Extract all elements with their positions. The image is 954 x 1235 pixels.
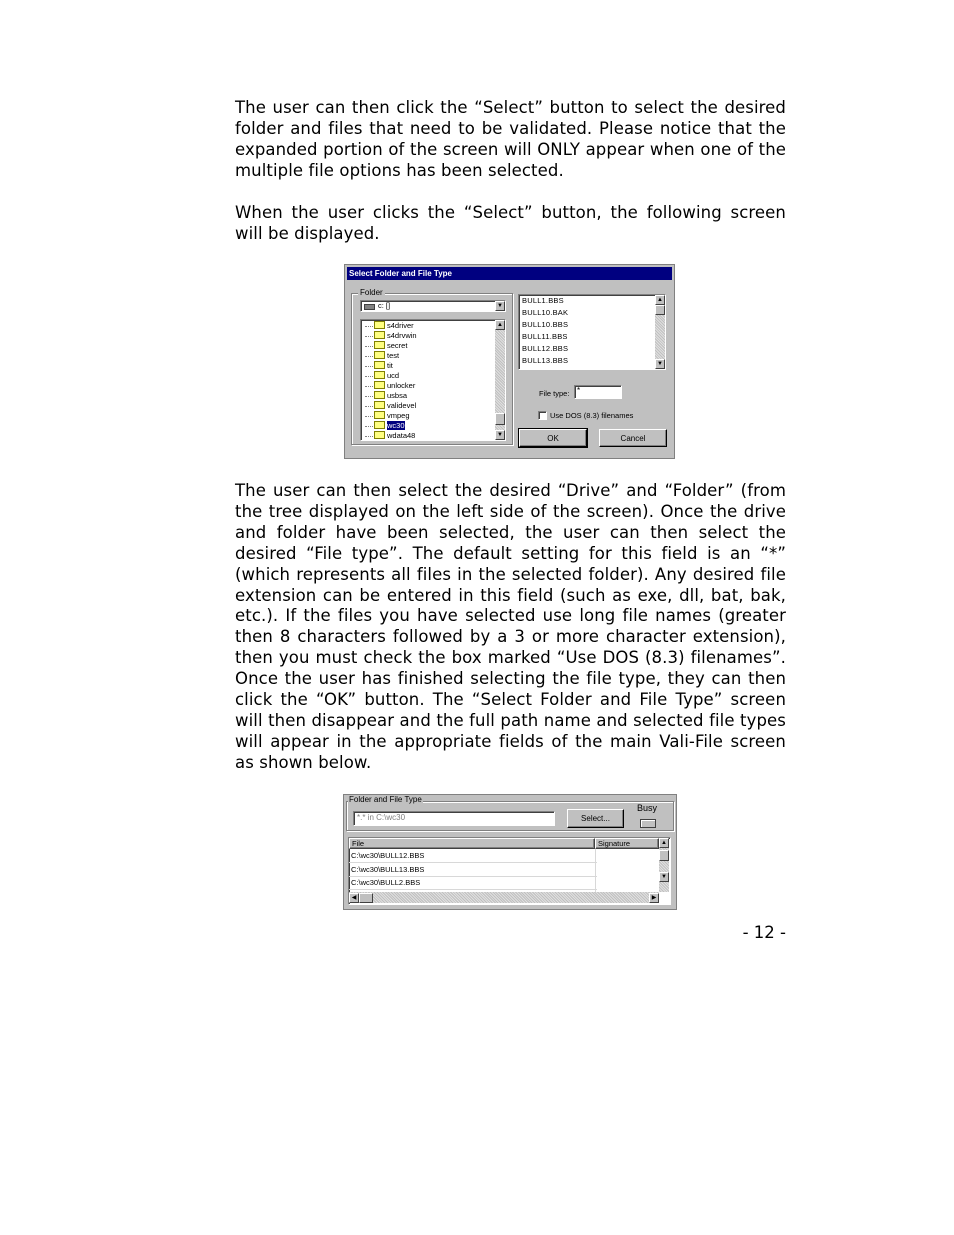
tree-item[interactable] bbox=[365, 401, 416, 411]
file-list-item[interactable]: BULL1.BBS bbox=[522, 296, 564, 305]
folder-icon bbox=[374, 371, 385, 379]
tree-item[interactable] bbox=[365, 371, 399, 381]
file-path-cell: C:\wc30\BULL2.BBS bbox=[351, 878, 421, 887]
tree-item-label: validevel bbox=[387, 401, 417, 410]
tree-scroll-up-icon[interactable]: ▲ bbox=[495, 320, 505, 330]
tree-item-label: tit bbox=[387, 361, 393, 370]
dos-filenames-label: Use DOS (8.3) filenames bbox=[550, 411, 634, 420]
grid-vscroll-thumb[interactable] bbox=[659, 850, 669, 861]
grid-body bbox=[349, 849, 659, 894]
dialog-titlebar bbox=[347, 267, 672, 280]
column-header-signature[interactable] bbox=[595, 838, 659, 849]
file-list-item[interactable]: BULL10.BBS bbox=[522, 320, 569, 329]
drive-dropdown-arrow-icon[interactable]: ▼ bbox=[495, 301, 505, 311]
dialog-title: Select Folder and File Type bbox=[349, 269, 452, 278]
page-number: - 12 - bbox=[742, 923, 786, 942]
tree-connector bbox=[365, 356, 373, 357]
table-row[interactable] bbox=[349, 849, 597, 863]
file-list[interactable] bbox=[518, 294, 666, 370]
grid-scroll-up-icon[interactable]: ▲ bbox=[659, 838, 669, 848]
table-row[interactable] bbox=[349, 876, 597, 890]
tree-connector bbox=[365, 416, 373, 417]
file-type-label: File type: bbox=[539, 389, 570, 398]
file-list-item[interactable]: BULL13.BBS bbox=[522, 356, 569, 365]
tree-connector bbox=[365, 406, 373, 407]
folder-icon bbox=[374, 331, 385, 339]
file-scroll-thumb[interactable] bbox=[655, 305, 665, 315]
dos-filenames-checkbox[interactable] bbox=[538, 411, 547, 420]
tree-item[interactable] bbox=[365, 351, 399, 361]
file-list-item[interactable]: BULL11.BBS bbox=[522, 332, 568, 341]
file-list-item[interactable]: BULL10.BAK bbox=[522, 308, 569, 317]
tree-item[interactable] bbox=[365, 331, 417, 341]
grid-hscroll-thumb[interactable] bbox=[359, 893, 373, 903]
column-signature-label: Signature bbox=[598, 839, 631, 848]
drive-value: c: [] bbox=[378, 301, 391, 310]
tree-item[interactable] bbox=[365, 321, 414, 331]
folder-icon bbox=[374, 341, 385, 349]
folder-file-type-group-label: Folder and File Type bbox=[349, 795, 422, 804]
tree-connector bbox=[365, 376, 373, 377]
tree-connector bbox=[365, 436, 373, 437]
paragraph-selection-instructions: The user can then select the desired “Drive” and “Folder” (from the tree displayed on the left side of the screen). Once the drive and folder have been selected, the user can then select the desired “File type”. The default setting for this field is an “*” (which represents all files in the selected folder). Any desired file extension can be entered in this field (such as exe, dll, bat, bak, etc.). If the files you have selected use long file names (greater then 8 characters followed by a 3 or more character extension), then you must check the box marked “Use DOS (8.3) filenames”. Once the user has finished selecting the file type, they can then click the “OK” button. The “Select Folder and File Type” screen will then disappear and the full path name and selected file types will appear in the appropriate fields of the main Vali-File screen as shown below. bbox=[235, 481, 786, 772]
tree-connector bbox=[365, 426, 373, 427]
tree-connector bbox=[365, 386, 373, 387]
tree-item-label: wdata48 bbox=[387, 431, 416, 440]
tree-item-label: vmpeg bbox=[387, 411, 410, 420]
file-scroll-down-icon[interactable]: ▼ bbox=[655, 359, 665, 369]
grid-scroll-right-icon[interactable]: ▶ bbox=[649, 893, 659, 903]
select-folder-dialog bbox=[344, 264, 675, 459]
table-row[interactable] bbox=[349, 863, 597, 877]
tree-item-label: s4drvwin bbox=[387, 331, 417, 340]
tree-item-label: unlocker bbox=[387, 381, 416, 390]
tree-connector bbox=[365, 326, 373, 327]
tree-item[interactable] bbox=[365, 411, 410, 421]
busy-indicator bbox=[640, 819, 656, 828]
file-path-cell: C:\wc30\BULL13.BBS bbox=[351, 864, 425, 874]
file-type-value: * bbox=[577, 386, 581, 395]
path-field[interactable] bbox=[353, 811, 555, 826]
tree-connector bbox=[365, 366, 373, 367]
signature-column-divider bbox=[595, 849, 596, 894]
cancel-button-label: Cancel bbox=[620, 433, 646, 443]
folder-icon bbox=[374, 321, 385, 329]
tree-connector bbox=[365, 396, 373, 397]
tree-item[interactable] bbox=[365, 361, 393, 371]
folder-file-type-panel bbox=[343, 794, 677, 910]
file-path-cell: C:\wc30\BULL12.BBS bbox=[351, 851, 425, 860]
folder-icon bbox=[374, 351, 385, 359]
folder-icon bbox=[374, 381, 385, 389]
tree-item[interactable] bbox=[365, 381, 415, 391]
file-grid[interactable] bbox=[348, 837, 671, 905]
folder-tree[interactable] bbox=[360, 319, 506, 441]
tree-item[interactable] bbox=[365, 341, 407, 351]
tree-item-label: usbsa bbox=[387, 391, 408, 400]
column-header-file[interactable] bbox=[349, 838, 595, 849]
tree-item-label: secret bbox=[387, 341, 408, 350]
column-file-label: File bbox=[352, 839, 365, 848]
folder-icon bbox=[374, 411, 385, 419]
file-scroll-up-icon[interactable]: ▲ bbox=[655, 295, 665, 305]
tree-connector bbox=[365, 336, 373, 337]
tree-connector bbox=[365, 346, 373, 347]
folder-group-label: Folder bbox=[360, 288, 383, 297]
cancel-button[interactable] bbox=[599, 429, 667, 447]
folder-icon bbox=[374, 421, 385, 429]
grid-horizontal-scrollbar[interactable] bbox=[349, 892, 659, 903]
tree-item-label: test bbox=[387, 351, 400, 360]
grid-scroll-left-icon[interactable]: ◀ bbox=[349, 893, 359, 903]
file-list-item[interactable]: BULL12.BBS bbox=[522, 344, 569, 353]
drive-icon bbox=[364, 304, 375, 310]
file-type-input[interactable] bbox=[574, 385, 622, 399]
tree-item[interactable] bbox=[365, 421, 405, 431]
folder-icon bbox=[374, 431, 385, 439]
tree-item[interactable] bbox=[365, 431, 415, 441]
select-button[interactable] bbox=[567, 809, 624, 828]
tree-item-label: ucd bbox=[387, 371, 400, 380]
tree-item-label: wc30 bbox=[387, 421, 405, 430]
tree-scroll-down-icon[interactable]: ▼ bbox=[495, 430, 505, 440]
folder-icon bbox=[374, 361, 385, 369]
tree-item-label: s4driver bbox=[387, 321, 414, 330]
paragraph-select-screen: When the user clicks the “Select” button, the following screen will be displayed. bbox=[235, 203, 786, 243]
ok-button[interactable] bbox=[519, 429, 587, 447]
path-value: *.* in C:\wc30 bbox=[357, 813, 406, 822]
select-button-label: Select... bbox=[581, 814, 610, 823]
busy-label: Busy bbox=[637, 803, 658, 813]
drive-combo[interactable] bbox=[360, 300, 506, 312]
tree-scroll-thumb[interactable] bbox=[495, 413, 505, 425]
grid-scroll-down-icon[interactable]: ▼ bbox=[659, 872, 669, 882]
folder-icon bbox=[374, 401, 385, 409]
tree-item[interactable] bbox=[365, 391, 407, 401]
folder-icon bbox=[374, 391, 385, 399]
ok-button-label: OK bbox=[547, 433, 559, 443]
paragraph-select-intro: The user can then click the “Select” button to select the desired folder and files that need to be validated. Please notice that the expanded portion of the screen will ONLY appear when one of the multiple file options has been selected. bbox=[235, 98, 786, 180]
